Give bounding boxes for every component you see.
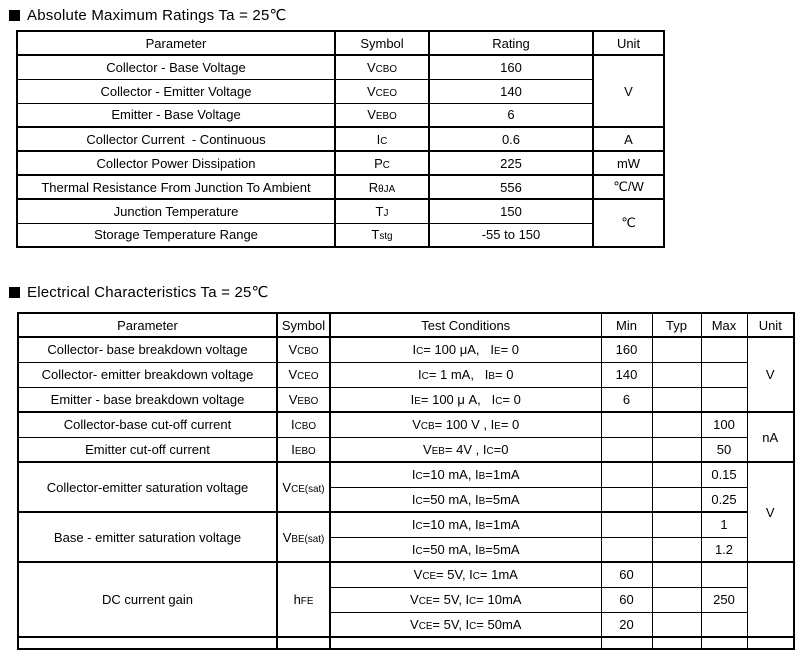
rating-cell: 160: [429, 55, 593, 79]
table-row: [17, 79, 664, 103]
header-row: [18, 313, 794, 337]
typ-cell: [652, 337, 701, 362]
typ-cell: [652, 412, 701, 437]
header-test-conditions: Test Conditions: [330, 313, 601, 337]
param-cell: Collector - Emitter Voltage: [17, 79, 335, 103]
electrical-characteristics-table: [17, 312, 795, 650]
param-cell: Collector-emitter saturation voltage: [18, 462, 277, 512]
symbol-cell: ICBO: [277, 412, 330, 437]
param-cell: Collector Power Dissipation: [17, 151, 335, 175]
table-row: [18, 512, 794, 537]
max-cell: 0.15: [701, 462, 747, 487]
min-cell: [601, 412, 652, 437]
max-cell: 0.25: [701, 487, 747, 512]
symbol-cell: VCEO: [277, 362, 330, 387]
section-title-text: Electrical Characteristics Ta = 25℃: [27, 284, 269, 301]
max-cell: [701, 362, 747, 387]
min-cell: [601, 512, 652, 537]
test-conditions-cell: VCE= 5V, IC= 10mA: [330, 587, 601, 612]
unit-cell: mW: [593, 151, 664, 175]
min-cell: [601, 487, 652, 512]
min-cell: 60: [601, 587, 652, 612]
table-row: [18, 337, 794, 362]
min-cell: [601, 637, 652, 649]
symbol-cell: RθJA: [335, 175, 429, 199]
typ-cell: [652, 387, 701, 412]
absolute-maximum-ratings-table: [16, 30, 665, 248]
max-cell: [701, 387, 747, 412]
section-title-electrical-characteristics: [9, 283, 269, 301]
symbol-cell: VCEO: [335, 79, 429, 103]
header-max: Max: [701, 313, 747, 337]
param-cell: Collector-base cut-off current: [18, 412, 277, 437]
typ-cell: [652, 587, 701, 612]
param-cell: Collector- emitter breakdown voltage: [18, 362, 277, 387]
header-rating: Rating: [429, 31, 593, 55]
unit-cell: ℃/W: [593, 175, 664, 199]
table-row: [18, 412, 794, 437]
typ-cell: [652, 487, 701, 512]
unit-cell: ℃: [593, 199, 664, 247]
param-cell: Collector - Base Voltage: [17, 55, 335, 79]
max-cell: [701, 637, 747, 649]
symbol-cell: VCBO: [335, 55, 429, 79]
table-row: [18, 437, 794, 462]
param-cell: DC current gain: [18, 562, 277, 637]
symbol-cell: VEBO: [277, 387, 330, 412]
max-cell: 100: [701, 412, 747, 437]
typ-cell: [652, 462, 701, 487]
max-cell: 50: [701, 437, 747, 462]
unit-cell: A: [593, 127, 664, 151]
section-marker-icon: [9, 10, 20, 21]
typ-cell: [652, 437, 701, 462]
table-row: [17, 103, 664, 127]
header-unit: Unit: [593, 31, 664, 55]
test-conditions-cell: IC= 100 μA, IE= 0: [330, 337, 601, 362]
table-row: [17, 199, 664, 223]
test-conditions-cell: IC=50 mA, IB=5mA: [330, 487, 601, 512]
rating-cell: 150: [429, 199, 593, 223]
header-symbol: Symbol: [277, 313, 330, 337]
section-title-absolute-maximum-ratings: [9, 6, 287, 24]
unit-cell: nA: [747, 412, 794, 462]
symbol-cell: VCBO: [277, 337, 330, 362]
header-typ: Typ: [652, 313, 701, 337]
unit-cell: V: [593, 55, 664, 127]
unit-cell: V: [747, 462, 794, 562]
table-row: [18, 387, 794, 412]
min-cell: [601, 537, 652, 562]
symbol-cell: hFE: [277, 562, 330, 637]
param-cell: Emitter - Base Voltage: [17, 103, 335, 127]
min-cell: [601, 437, 652, 462]
symbol-cell: PC: [335, 151, 429, 175]
test-conditions-cell: VCE= 5V, IC= 50mA: [330, 612, 601, 637]
test-conditions-cell: [330, 637, 601, 649]
min-cell: 20: [601, 612, 652, 637]
rating-cell: 225: [429, 151, 593, 175]
rating-cell: -55 to 150: [429, 223, 593, 247]
param-cell: Collector Current - Continuous: [17, 127, 335, 151]
max-cell: 250: [701, 587, 747, 612]
param-cell: Storage Temperature Range: [17, 223, 335, 247]
table-row: [17, 127, 664, 151]
test-conditions-cell: IC=50 mA, IB=5mA: [330, 537, 601, 562]
section-marker-icon: [9, 287, 20, 298]
table-row: [18, 362, 794, 387]
symbol-cell: VBE(sat): [277, 512, 330, 562]
symbol-cell: IC: [335, 127, 429, 151]
table-row: [18, 562, 794, 587]
header-unit: Unit: [747, 313, 794, 337]
rating-cell: 6: [429, 103, 593, 127]
header-parameter: Parameter: [17, 31, 335, 55]
symbol-cell: [277, 637, 330, 649]
symbol-cell: TJ: [335, 199, 429, 223]
param-cell: Junction Temperature: [17, 199, 335, 223]
param-cell: Thermal Resistance From Junction To Ambient: [17, 175, 335, 199]
max-cell: [701, 562, 747, 587]
unit-cell: [747, 637, 794, 649]
param-cell: [18, 637, 277, 649]
table-row-truncated: [18, 637, 794, 649]
rating-cell: 0.6: [429, 127, 593, 151]
test-conditions-cell: IC=10 mA, IB=1mA: [330, 462, 601, 487]
rating-cell: 140: [429, 79, 593, 103]
max-cell: [701, 337, 747, 362]
typ-cell: [652, 637, 701, 649]
typ-cell: [652, 362, 701, 387]
header-row: [17, 31, 664, 55]
param-cell: Emitter cut-off current: [18, 437, 277, 462]
typ-cell: [652, 512, 701, 537]
test-conditions-cell: IC=10 mA, IB=1mA: [330, 512, 601, 537]
symbol-cell: VCE(sat): [277, 462, 330, 512]
min-cell: 160: [601, 337, 652, 362]
rating-cell: 556: [429, 175, 593, 199]
section-title-text: Absolute Maximum Ratings Ta = 25℃: [27, 7, 287, 24]
symbol-cell: IEBO: [277, 437, 330, 462]
table-row: [17, 223, 664, 247]
table-row: [17, 151, 664, 175]
test-conditions-cell: VEB= 4V , IC=0: [330, 437, 601, 462]
header-min: Min: [601, 313, 652, 337]
typ-cell: [652, 537, 701, 562]
table-row: [17, 55, 664, 79]
min-cell: 6: [601, 387, 652, 412]
test-conditions-cell: IE= 100 μ A, IC= 0: [330, 387, 601, 412]
unit-cell: [747, 562, 794, 637]
test-conditions-cell: VCE= 5V, IC= 1mA: [330, 562, 601, 587]
unit-cell: V: [747, 337, 794, 412]
param-cell: Collector- base breakdown voltage: [18, 337, 277, 362]
test-conditions-cell: VCB= 100 V , IE= 0: [330, 412, 601, 437]
min-cell: [601, 462, 652, 487]
min-cell: 60: [601, 562, 652, 587]
max-cell: [701, 612, 747, 637]
typ-cell: [652, 612, 701, 637]
max-cell: 1: [701, 512, 747, 537]
symbol-cell: Tstg: [335, 223, 429, 247]
param-cell: Emitter - base breakdown voltage: [18, 387, 277, 412]
param-cell: Base - emitter saturation voltage: [18, 512, 277, 562]
symbol-cell: VEBO: [335, 103, 429, 127]
header-symbol: Symbol: [335, 31, 429, 55]
table-row: [17, 175, 664, 199]
table-row: [18, 462, 794, 487]
typ-cell: [652, 562, 701, 587]
min-cell: 140: [601, 362, 652, 387]
test-conditions-cell: IC= 1 mA, IB= 0: [330, 362, 601, 387]
header-parameter: Parameter: [18, 313, 277, 337]
max-cell: 1.2: [701, 537, 747, 562]
